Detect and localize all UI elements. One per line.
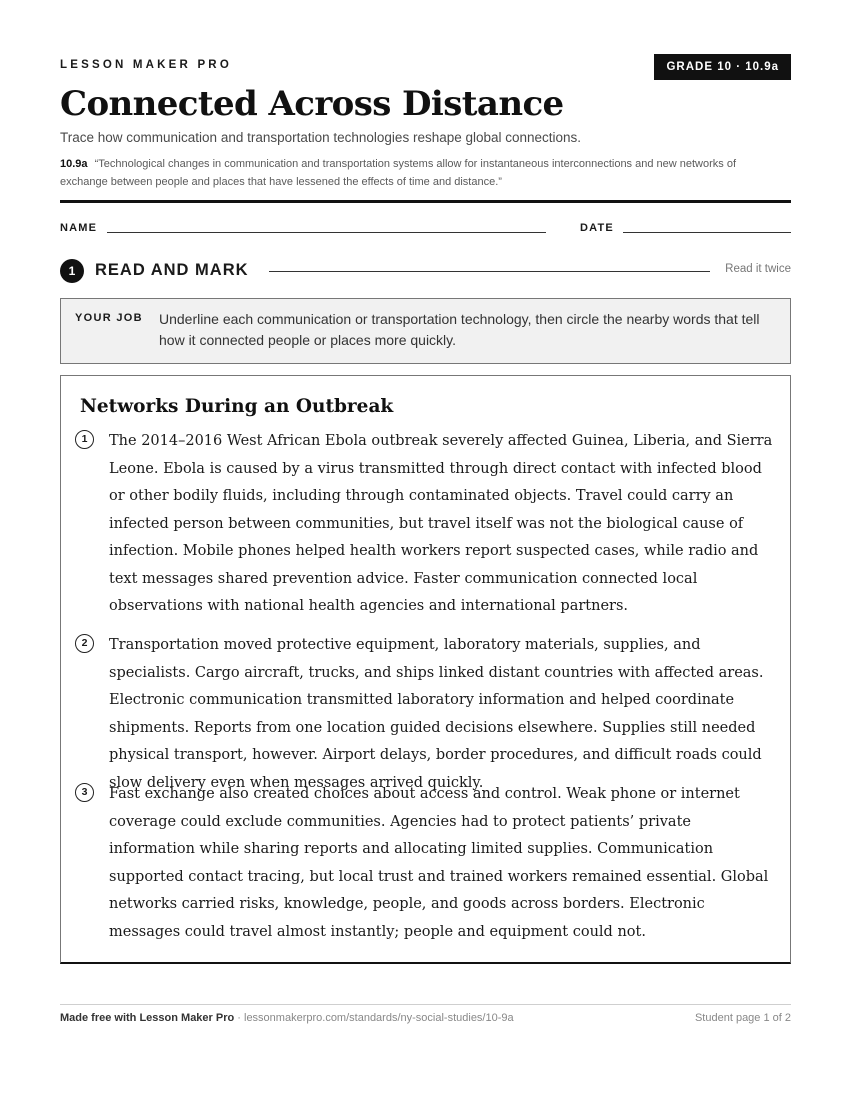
date-field[interactable] (623, 232, 791, 233)
instructions-text: Underline each communication or transportation technology, then circle the nearby words that tell how it connected people or places more quickly. (159, 311, 760, 348)
footer-brand: Made free with Lesson Maker Pro (60, 1012, 235, 1024)
standard-code: 10.9a (60, 158, 88, 170)
name-date-row (60, 222, 791, 238)
paragraph-text: Fast exchange also created choices about access and control. Weak phone or internet coverage could exclude communities. Agencies had to protect patients’ private information while sharing reports and allocating limited supplies. Communication supported contact tracing, but local trust and trained workers remained essential. Global networks carried risks, knowledge, people, and goods across borders. Electronic messages could travel almost instantly; people and equipment could not. (109, 786, 769, 940)
standard-text: “Technological changes in communication and transportation systems allow for instantaneous interconnections and new networks of exchange between people and places that have lessened the effects of time and distance.” (60, 158, 737, 188)
name-field[interactable] (107, 232, 546, 233)
page-indicator: Student page 1 of 2 (694, 1012, 791, 1024)
footer-divider (60, 1004, 791, 1005)
section-title: READ AND MARK (95, 261, 249, 279)
page-subtitle: Trace how communication and transportation technologies reshape global connections. (60, 130, 582, 145)
paragraph-number-badge: 2 (75, 634, 94, 653)
paragraph-number-badge: 3 (75, 783, 94, 802)
paragraph-text: Transportation moved protective equipment, laboratory materials, supplies, and specialists. Cargo aircraft, trucks, and ships linked distant countries with affected areas. Electronic communication transmitted laboratory information and helped coordinate shipments. Reports from one location guided decisions elsewhere. Supplies still needed physical transport, however. Airport delays, border procedures, and difficult roads could slow delivery even when messages arrived quickly. (109, 637, 764, 791)
section-note: Read it twice (725, 263, 791, 275)
worksheet-page (60, 0, 791, 1100)
footer-credit (60, 1012, 514, 1024)
header-divider (60, 200, 791, 203)
section-header (60, 259, 791, 283)
name-label: NAME (60, 222, 98, 234)
standard-statement (60, 155, 780, 191)
section-number-badge: 1 (60, 259, 84, 283)
page-title: Connected Across Distance (60, 84, 564, 124)
footer-url[interactable]: lessonmakerpro.com/standards/ny-social-studies/10-9a (244, 1012, 514, 1024)
passage-title: Networks During an Outbreak (80, 396, 394, 417)
grade-badge: GRADE 10 · 10.9a (654, 54, 791, 80)
header-row (60, 54, 791, 80)
date-label: DATE (580, 222, 614, 234)
paragraph-number-badge: 1 (75, 430, 94, 449)
paragraph-text: The 2014–2016 West African Ebola outbreak severely affected Guinea, Liberia, and Sierra Leone. Ebola is caused by a virus transmitted through direct contact with infected blood or other bodily fluids, including through contaminated objects. Travel could carry an infected person between communities, but travel itself was not the biological cause of infection. Mobile phones helped health workers report suspected cases, while radio and text messages shared prevention advice. Faster communication connected local observations with national health agencies and international partners. (109, 433, 773, 614)
footer-separator: · (234, 1012, 244, 1024)
reading-passage (60, 375, 791, 964)
section-rule (269, 271, 710, 272)
instructions-box (60, 298, 791, 364)
brand-name: LESSON MAKER PRO (60, 59, 232, 71)
instructions-label: YOUR JOB (75, 312, 143, 324)
